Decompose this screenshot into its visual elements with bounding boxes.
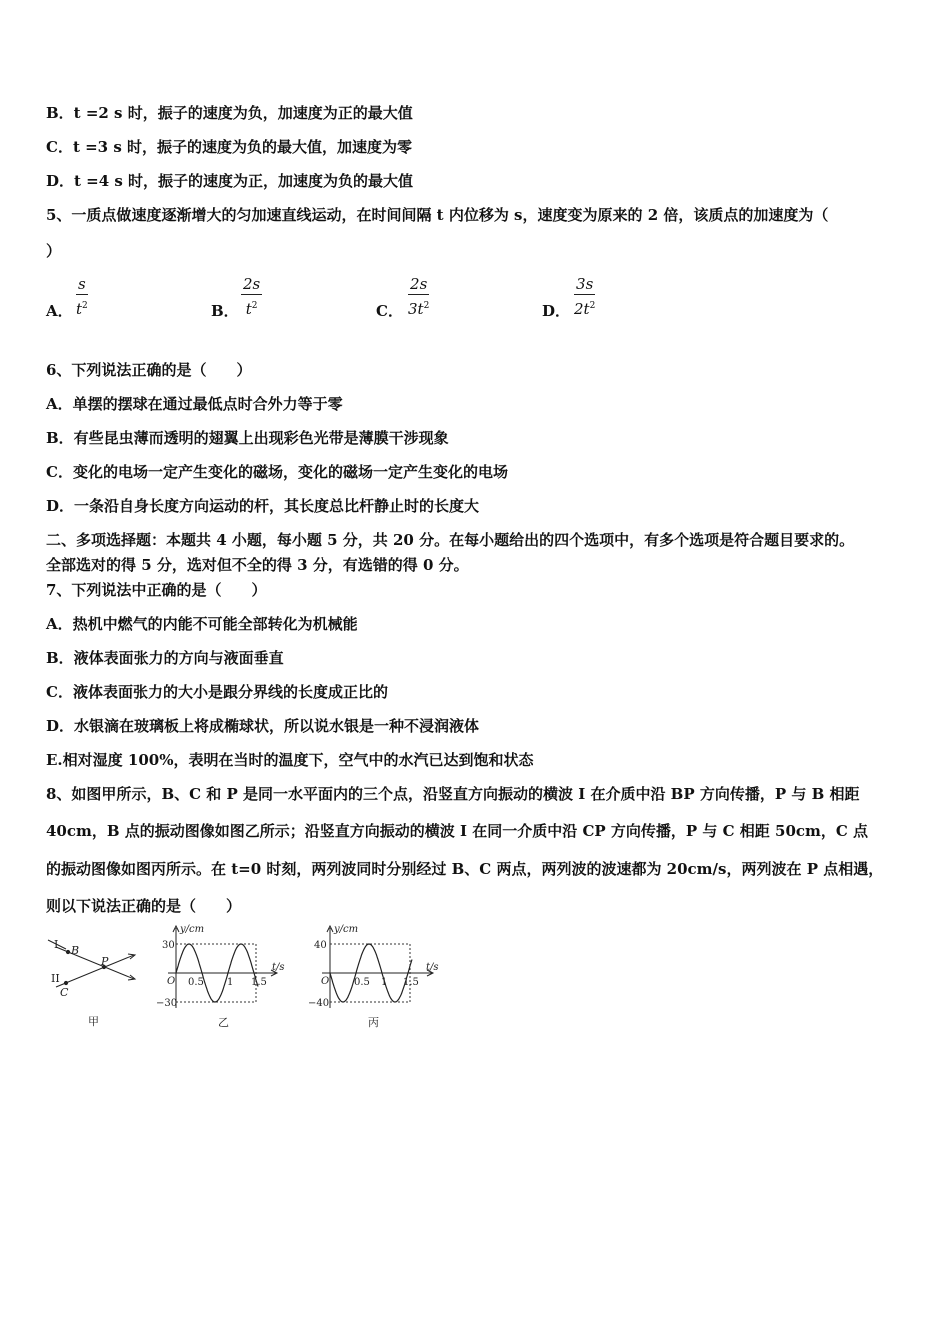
- figure-yi: [156, 924, 285, 1029]
- x-label: t/s: [426, 962, 439, 973]
- amplitude-label: 30: [162, 940, 175, 951]
- section2-instructions-line1: 二、多项选择题：本题共 4 小题，每小题 5 分，共 20 分。在每小题给出的四个选项中，有多个选项是符合题目要求的。: [46, 531, 855, 549]
- y-label: y/cm: [180, 924, 205, 935]
- q5-stem-line1: 5、一质点做速度逐渐增大的匀加速直线运动，在时间间隔 t 内位移为 s，速度变为原来的 2 倍，该质点的加速度为（: [46, 206, 829, 224]
- q6-option-b: B．有些昆虫薄而透明的翅翼上出现彩色光带是薄膜干涉现象: [46, 429, 449, 447]
- q8-figure-svg: [46, 920, 446, 1035]
- q4-option-d: D．t =4 s 时，振子的速度为正，加速度为负的最大值: [46, 172, 414, 190]
- q7-option-b: B．液体表面张力的方向与液面垂直: [46, 649, 284, 667]
- x-tick: 1: [227, 977, 234, 988]
- point-b: [66, 950, 69, 953]
- denominator: $t^2$: [245, 300, 258, 318]
- neg-amplitude-label: −30: [156, 998, 178, 1009]
- figure-bing: [308, 924, 439, 1029]
- section2-instructions-line2: 全部选对的得 5 分，选对但不全的得 3 分，有选错的得 0 分。: [46, 556, 469, 574]
- q4-option-c: C．t =3 s 时，振子的速度为负的最大值，加速度为零: [46, 138, 412, 156]
- label-b: B: [71, 944, 80, 957]
- q7-option-d: D．水银滴在玻璃板上将成椭球状，所以说水银是一种不浸润液体: [46, 717, 480, 735]
- amplitude-label: 40: [314, 940, 327, 951]
- fraction: [408, 274, 429, 320]
- denominator: $2t^2$: [574, 300, 596, 318]
- q5-options: [46, 274, 666, 324]
- q6-option-c: C．变化的电场一定产生变化的磁场，变化的磁场一定产生变化的电场: [46, 463, 508, 481]
- origin-label: O: [167, 976, 176, 987]
- q5-stem-line2: ）: [46, 242, 62, 260]
- q8-stem-line2: 40cm，B 点的振动图像如图乙所示；沿竖直方向振动的横波 I 在同一介质中沿 CP 方向传播，P 与 C 相距 50cm，C 点: [46, 822, 869, 840]
- numerator: 2s: [408, 274, 429, 295]
- numerator: 2s: [243, 275, 261, 293]
- x-tick: 1.5: [251, 977, 267, 988]
- label-p: P: [101, 955, 109, 968]
- fraction: [76, 274, 88, 320]
- y-label: y/cm: [334, 924, 359, 935]
- q4-option-b: B．t =2 s 时，振子的速度为负，加速度为正的最大值: [46, 104, 413, 122]
- q8-stem-line1: 8、如图甲所示，B、C 和 P 是同一水平面内的三个点，沿竖直方向振动的横波 I 在介质中沿 BP 方向传播，P 与 B 相距: [46, 785, 860, 803]
- neg-amplitude-label: −40: [308, 998, 330, 1009]
- numerator: 3s: [574, 274, 595, 295]
- denominator: $3t^2$: [408, 300, 430, 318]
- q7-option-c: C．液体表面张力的大小是跟分界线的长度成正比的: [46, 683, 388, 701]
- q6-option-d: D．一条沿自身长度方向运动的杆，其长度总比杆静止时的长度大: [46, 497, 480, 515]
- caption-bing: 丙: [368, 1016, 379, 1029]
- label-ii: II: [51, 972, 60, 985]
- numerator: s: [76, 274, 88, 295]
- q6-option-a: A．单摆的摆球在通过最低点时合外力等于零: [46, 395, 343, 413]
- point-c: [64, 981, 67, 984]
- fraction: [241, 274, 262, 320]
- q6-stem: 6、下列说法正确的是（ ）: [46, 361, 252, 379]
- x-label: t/s: [272, 962, 285, 973]
- label-c: C: [60, 986, 69, 999]
- q8-stem-line3: 的振动图像如图丙所示。在 t=0 时刻，两列波同时分别经过 B、C 两点，两列波的波速都为 20cm/s，两列波在 P 点相遇，: [46, 860, 884, 878]
- q8-figures: [46, 920, 446, 1035]
- label-i: I: [54, 938, 59, 951]
- denominator: $t^2$: [76, 300, 88, 318]
- x-tick: 0.5: [188, 977, 204, 988]
- x-tick: 1: [381, 977, 388, 988]
- q7-option-a: A．热机中燃气的内能不可能全部转化为机械能: [46, 615, 358, 633]
- figure-jia: [48, 940, 135, 987]
- option-label: B．: [211, 302, 239, 320]
- x-tick: 0.5: [354, 977, 370, 988]
- option-label: A．: [46, 302, 73, 320]
- q7-option-e: E.相对湿度 100%，表明在当时的温度下，空气中的水汽已达到饱和状态: [46, 751, 534, 769]
- option-label: D．: [542, 302, 571, 320]
- caption-yi: 乙: [218, 1016, 229, 1029]
- q7-stem: 7、下列说法中正确的是（ ）: [46, 581, 267, 599]
- x-tick: 1.5: [403, 977, 419, 988]
- option-label: C．: [376, 302, 403, 320]
- caption-jia: 甲: [88, 1015, 99, 1028]
- origin-label: O: [321, 976, 330, 987]
- fraction: [574, 274, 595, 320]
- q8-stem-line4: 则以下说法正确的是（ ）: [46, 897, 242, 915]
